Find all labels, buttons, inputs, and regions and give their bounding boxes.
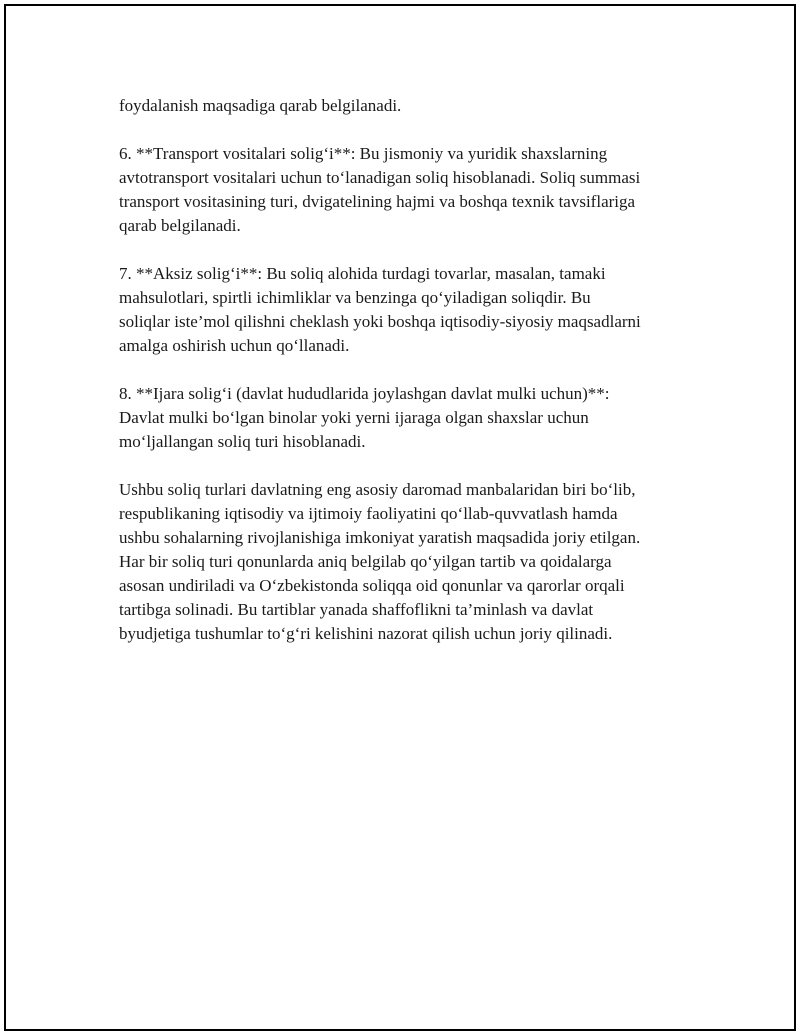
text-line: Har bir soliq turi qonunlarda aniq belgilab qoʻyilgan tartib va qoidalarga xyxy=(119,552,612,571)
text-line: respublikaning iqtisodiy va ijtimoiy faoliyatini qoʻllab-quvvatlash hamda xyxy=(119,504,618,523)
document-body xyxy=(119,94,719,670)
text-line: amalga oshirish uchun qoʻllanadi. xyxy=(119,336,350,355)
text-line: foydalanish maqsadiga qarab belgilanadi. xyxy=(119,96,402,115)
text-line: avtotransport vositalari uchun toʻlanadigan soliq hisoblanadi. Soliq summasi xyxy=(119,168,641,187)
text-line: 7. **Aksiz soligʻi**: Bu soliq alohida turdagi tovarlar, masalan, tamaki xyxy=(119,264,606,283)
text-line: byudjetiga tushumlar toʻgʻri kelishini nazorat qilish uchun joriy qilinadi. xyxy=(119,624,613,643)
paragraph-conclusion xyxy=(119,478,719,646)
text-line: Davlat mulki boʻlgan binolar yoki yerni ijaraga olgan shaxslar uchun xyxy=(119,408,589,427)
text-line: 8. **Ijara soligʻi (davlat hududlarida joylashgan davlat mulki uchun)**: xyxy=(119,384,610,403)
paragraph-transport-tax xyxy=(119,142,719,238)
text-line: qarab belgilanadi. xyxy=(119,216,241,235)
text-line: 6. **Transport vositalari soligʻi**: Bu jismoniy va yuridik shaxslarning xyxy=(119,144,608,163)
text-line: ushbu sohalarning rivojlanishiga imkoniyat yaratish maqsadida joriy etilgan. xyxy=(119,528,641,547)
text-line: tartibga solinadi. Bu tartiblar yanada shaffoflikni ta’minlash va davlat xyxy=(119,600,594,619)
text-line: transport vositasining turi, dvigatelining hajmi va boshqa texnik tavsiflariga xyxy=(119,192,636,211)
text-line: asosan undiriladi va Oʻzbekistonda soliqqa oid qonunlar va qarorlar orqali xyxy=(119,576,625,595)
text-line: moʻljallangan soliq turi hisoblanadi. xyxy=(119,432,366,451)
text-line: Ushbu soliq turlari davlatning eng asosiy daromad manbalaridan biri boʻlib, xyxy=(119,480,636,499)
document-page xyxy=(4,4,796,1031)
paragraph-excise-tax xyxy=(119,262,719,358)
paragraph-rent-tax xyxy=(119,382,719,454)
paragraph-continuation xyxy=(119,94,719,118)
text-line: soliqlar iste’mol qilishni cheklash yoki boshqa iqtisodiy-siyosiy maqsadlarni xyxy=(119,312,641,331)
text-line: mahsulotlari, spirtli ichimliklar va benzinga qoʻyiladigan soliqdir. Bu xyxy=(119,288,591,307)
